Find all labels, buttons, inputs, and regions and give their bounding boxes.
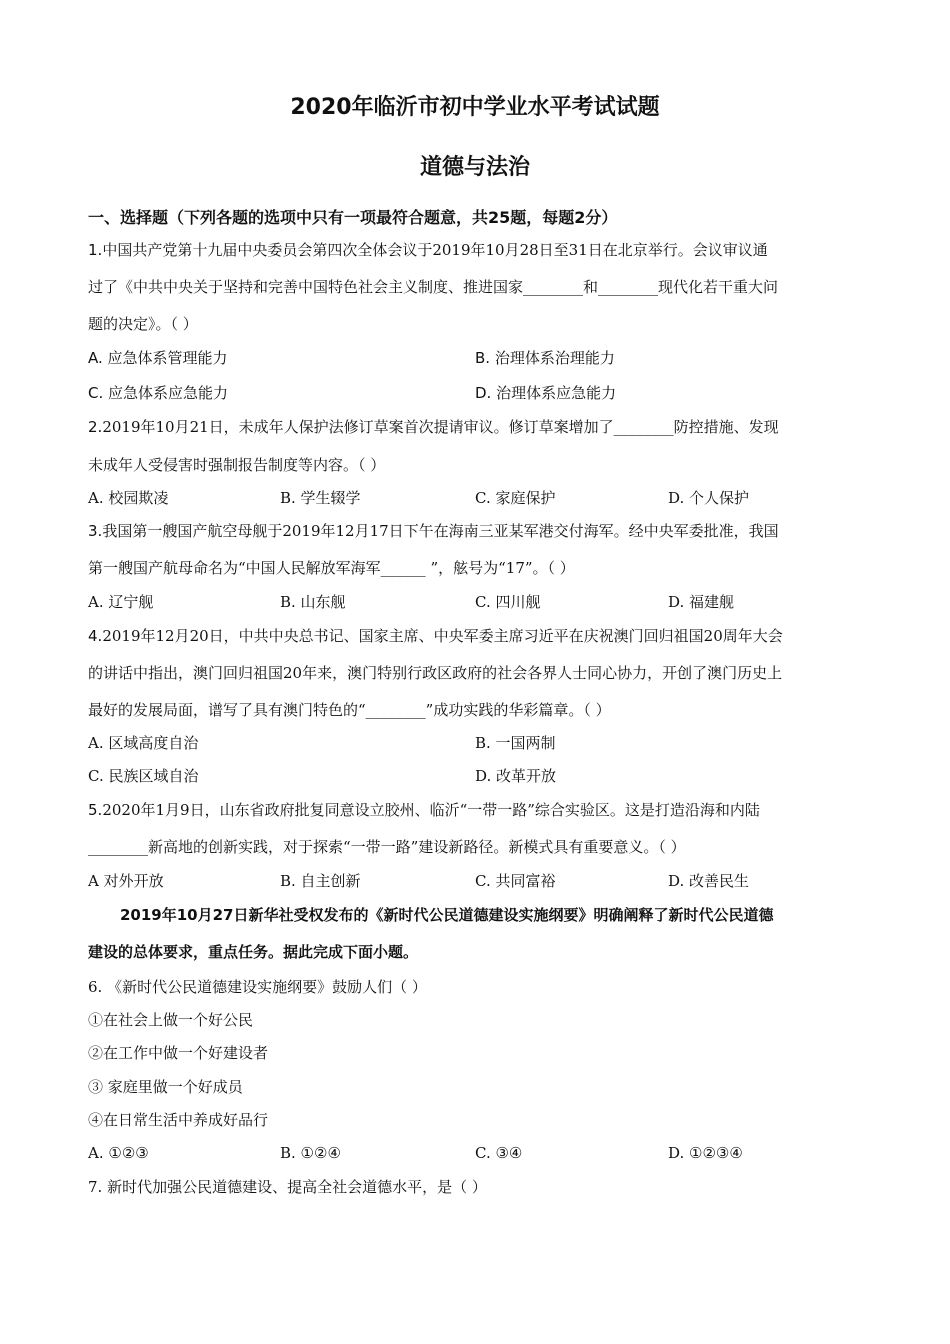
question-2-option-a: A. 校园欺凌 — [88, 489, 169, 507]
question-2-option-d: D. 个人保护 — [668, 489, 750, 507]
question-5-option-c: C. 共同富裕 — [475, 872, 556, 890]
question-3-option-b: B. 山东舰 — [280, 593, 346, 611]
question-6-option-c: C. ③④ — [475, 1144, 523, 1162]
question-6-stem: 6. 《新时代公民道德建设实施纲要》鼓励人们（ ） — [88, 978, 427, 996]
question-4-option-a: A. 区域高度自治 — [88, 734, 199, 752]
question-2-option-b: B. 学生辍学 — [280, 489, 361, 507]
question-7-stem: 7. 新时代加强公民道德建设、提高全社会道德水平，是（ ） — [88, 1178, 487, 1196]
question-5-option-d: D. 改善民生 — [668, 872, 750, 890]
question-2-option-c: C. 家庭保护 — [475, 489, 556, 507]
subject-title: 道德与法治 — [419, 155, 530, 180]
question-1-option-b: B. 治理体系治理能力 — [475, 349, 615, 367]
question-3-option-d: D. 福建舰 — [668, 593, 735, 611]
question-3-number: 3. — [88, 522, 103, 540]
question-2-number: 2. — [88, 418, 103, 436]
question-1-line-3: 题的决定》。（ ） — [88, 315, 198, 333]
question-6-item-3: ③ 家庭里做一个好成员 — [88, 1078, 243, 1096]
question-4-option-b: B. 一国两制 — [475, 734, 556, 752]
question-5-number: 5. — [88, 801, 103, 819]
question-3-line-2: 第一艘国产航母命名为“中国人民解放军海军______ ”，舷号为“17”。（ ） — [88, 559, 575, 577]
question-1-option-c: C. 应急体系应急能力 — [88, 384, 229, 402]
question-4-line-3: 最好的发展局面，谱写了具有澳门特色的“________”成功实践的华彩篇章。（ ） — [88, 701, 611, 719]
question-6-option-a: A. ①②③ — [88, 1144, 149, 1162]
section-heading: 一、选择题（下列各题的选项中只有一项最符合题意，共25题，每题2分） — [88, 208, 618, 227]
material-line-1: 2019年10月27日新华社受权发布的《新时代公民道德建设实施纲要》明确阐释了新时代公民道德 — [120, 906, 774, 924]
question-6-item-2: ②在工作中做一个好建设者 — [88, 1044, 269, 1062]
question-4-option-c: C. 民族区域自治 — [88, 767, 199, 785]
exam-title: 2020年临沂市初中学业水平考试试题 — [290, 95, 660, 120]
question-4-number: 4. — [88, 627, 103, 645]
question-1-option-d: D. 治理体系应急能力 — [475, 384, 617, 402]
material-line-2: 建设的总体要求，重点任务。据此完成下面小题。 — [88, 943, 419, 961]
question-5-line-1: 5.2020年1月9日，山东省政府批复同意设立胶州、临沂“一带一路”综合实验区。这是打造沿海和内陆 — [88, 801, 760, 819]
question-5-line-2: ________新高地的创新实践，对于探索“一带一路”建设新路径。新模式具有重要意义。（ ） — [88, 838, 686, 856]
question-3-option-c: C. 四川舰 — [475, 593, 541, 611]
question-4-option-d: D. 改革开放 — [475, 767, 557, 785]
question-6-option-d: D. ①②③④ — [668, 1144, 743, 1162]
question-4-line-1: 4.2019年12月20日，中共中央总书记、国家主席、中央军委主席习近平在庆祝澳门回归祖国20周年大会 — [88, 627, 783, 645]
question-5-option-a: A 对外开放 — [88, 872, 164, 890]
question-6-option-b: B. ①②④ — [280, 1144, 341, 1162]
question-1-line-1: 1.中国共产党第十九届中央委员会第四次全体会议于2019年10月28日至31日在北京举行。会议审议通 — [88, 241, 768, 259]
question-6-item-1: ①在社会上做一个好公民 — [88, 1011, 254, 1029]
question-4-line-2: 的讲话中指出，澳门回归祖国20年来，澳门特别行政区政府的社会各界人士同心协力，开创了澳门历史上 — [88, 664, 783, 682]
question-5-option-b: B. 自主创新 — [280, 872, 361, 890]
question-1-number: 1. — [88, 241, 103, 259]
question-1-line-2: 过了《中共中央关于坚持和完善中国特色社会主义制度、推进国家________和________现代化若干重大问 — [88, 278, 779, 296]
question-2-line-2: 未成年人受侵害时强制报告制度等内容。（ ） — [88, 456, 386, 474]
question-2-line-1: 2.2019年10月21日，未成年人保护法修订草案首次提请审议。修订草案增加了________防控措施、发现 — [88, 418, 779, 436]
question-3-line-1: 3.我国第一艘国产航空母舰于2019年12月17日下午在海南三亚某军港交付海军。经中央军委批准，我国 — [88, 522, 779, 540]
question-6-item-4: ④在日常生活中养成好品行 — [88, 1111, 269, 1129]
question-3-option-a: A. 辽宁舰 — [88, 593, 154, 611]
question-1-option-a: A. 应急体系管理能力 — [88, 349, 228, 367]
